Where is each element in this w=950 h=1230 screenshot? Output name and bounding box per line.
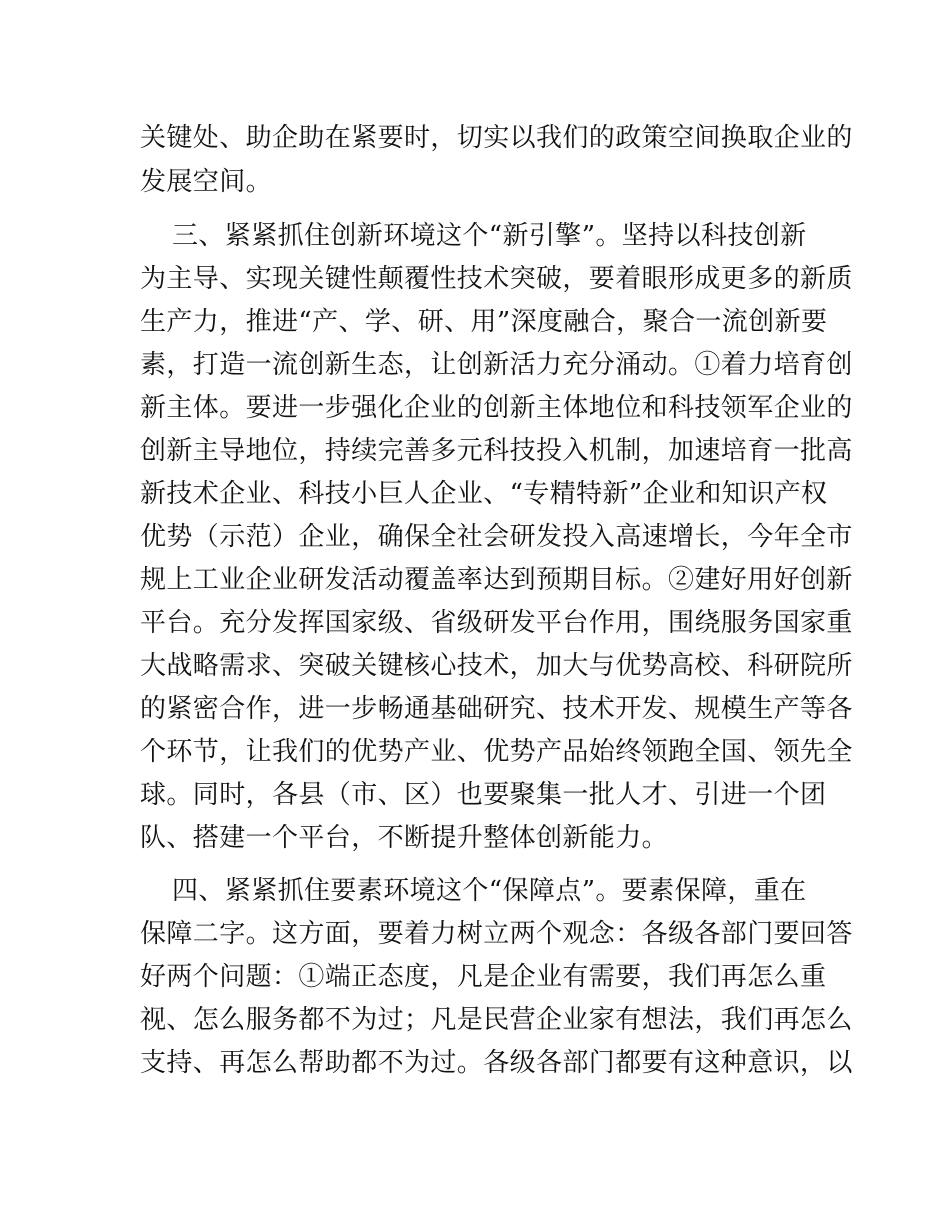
text-line: 球。同时，各县（市、区）也要聚集一批人才、引进一个团 — [140, 780, 827, 810]
section-4-heading-line: 四、紧紧抓住要素环境这个“保障点”。要素保障，重在 — [172, 876, 807, 906]
text-line: 大战略需求、突破关键核心技术，加大与优势高校、科研院所 — [140, 651, 853, 681]
text-line: 优势（示范）企业，确保全社会研发投入高速增长，今年全市 — [140, 522, 853, 552]
section-3-heading-line: 三、紧紧抓住创新环境这个“新引擎”。坚持以科技创新 — [172, 221, 807, 251]
text-line: 的紧密合作，进一步畅通基础研究、技术开发、规模生产等各 — [140, 694, 853, 724]
text-line: 新主体。要进一步强化企业的创新主体地位和科技领军企业的 — [140, 393, 853, 423]
text-line: 平台。充分发挥国家级、省级研发平台作用，围绕服务国家重 — [140, 608, 853, 638]
text-line: 发展空间。 — [140, 167, 273, 197]
text-line: 素，打造一流创新生态，让创新活力充分涌动。①着力培育创 — [140, 350, 853, 380]
text-line: 创新主导地位，持续完善多元科技投入机制，加速培育一批高 — [140, 436, 853, 466]
text-line: 新技术企业、科技小巨人企业、“专精特新”企业和知识产权 — [140, 479, 828, 509]
text-line: 生产力，推进“产、学、研、用”深度融合，聚合一流创新要 — [140, 307, 828, 337]
text-line: 关键处、助企助在紧要时，切实以我们的政策空间换取企业的 — [140, 123, 853, 153]
text-line: 视、怎么服务都不为过；凡是民营企业家有想法，我们再怎么 — [140, 1005, 853, 1035]
text-line: 规上工业企业研发活动覆盖率达到预期目标。②建好用好创新 — [140, 565, 853, 595]
text-line: 好两个问题：①端正态度，凡是企业有需要，我们再怎么重 — [140, 962, 827, 992]
text-line: 队、搭建一个平台，不断提升整体创新能力。 — [140, 823, 669, 853]
text-line: 为主导、实现关键性颠覆性技术突破，要着眼形成更多的新质 — [140, 264, 853, 294]
text-line: 支持、再怎么帮助都不为过。各级各部门都要有这种意识，以 — [140, 1048, 853, 1078]
text-line: 保障二字。这方面，要着力树立两个观念：各级各部门要回答 — [140, 919, 853, 949]
text-line: 个环节，让我们的优势产业、优势产品始终领跑全国、领先全 — [140, 737, 853, 767]
